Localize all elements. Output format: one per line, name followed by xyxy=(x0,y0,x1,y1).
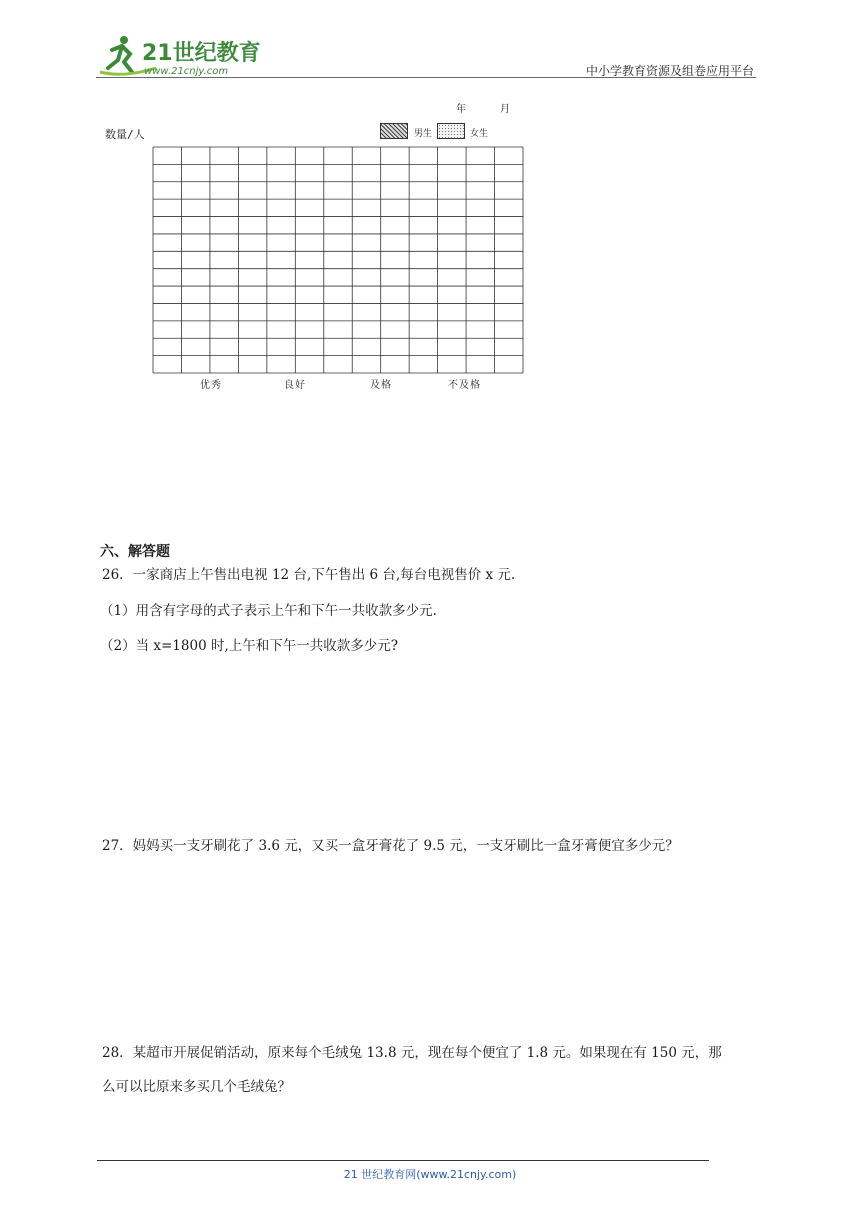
logo-url: www.21cnjy.com xyxy=(144,66,229,77)
question-28-line-1: 28．某超市开展促销活动，原来每个毛绒兔 13.8 元，现在每个便宜了 1.8 元。如果现在有 150 元，那 xyxy=(102,1045,722,1061)
runner-logo-icon xyxy=(94,32,264,80)
x-category-4: 不及格 xyxy=(448,380,481,391)
logo-text: 21世纪教育 xyxy=(142,41,261,66)
question-26: 26．一家商店上午售出电视 12 台,下午售出 6 台,每台电视售价 x 元. xyxy=(102,567,516,583)
legend-label-male: 男生 xyxy=(414,129,433,139)
legend-swatch-female xyxy=(437,123,465,139)
question-26-part-2: （2）当 x=1800 时,上午和下午一共收款多少元? xyxy=(100,638,398,654)
header-divider xyxy=(96,77,756,78)
platform-label: 中小学教育资源及组卷应用平台 xyxy=(585,64,754,78)
question-27: 27．妈妈买一支牙刷花了 3.6 元，又买一盒牙膏花了 9.5 元，一支牙刷比一盒牙膏便宜多少元？ xyxy=(102,838,679,854)
question-28-line-2: 么可以比原来多买几个毛绒兔？ xyxy=(102,1079,291,1095)
x-category-1: 优秀 xyxy=(200,380,222,391)
legend-label-female: 女生 xyxy=(470,129,489,139)
legend-swatch-male xyxy=(380,123,408,139)
blank-chart-grid xyxy=(152,146,524,374)
section-title: 六、解答题 xyxy=(100,544,170,560)
footer-text: 21 世纪教育网(www.21cnjy.com) xyxy=(343,1168,517,1181)
question-26-part-1: （1）用含有字母的式子表示上午和下午一共收款多少元. xyxy=(100,603,437,619)
x-category-2: 良好 xyxy=(284,380,306,391)
site-logo xyxy=(94,32,264,80)
x-category-3: 及格 xyxy=(370,380,392,391)
date-year-label: 年 xyxy=(456,104,466,115)
footer-divider xyxy=(97,1160,709,1161)
date-month-label: 月 xyxy=(500,104,510,115)
y-axis-label: 数量/人 xyxy=(105,128,145,141)
